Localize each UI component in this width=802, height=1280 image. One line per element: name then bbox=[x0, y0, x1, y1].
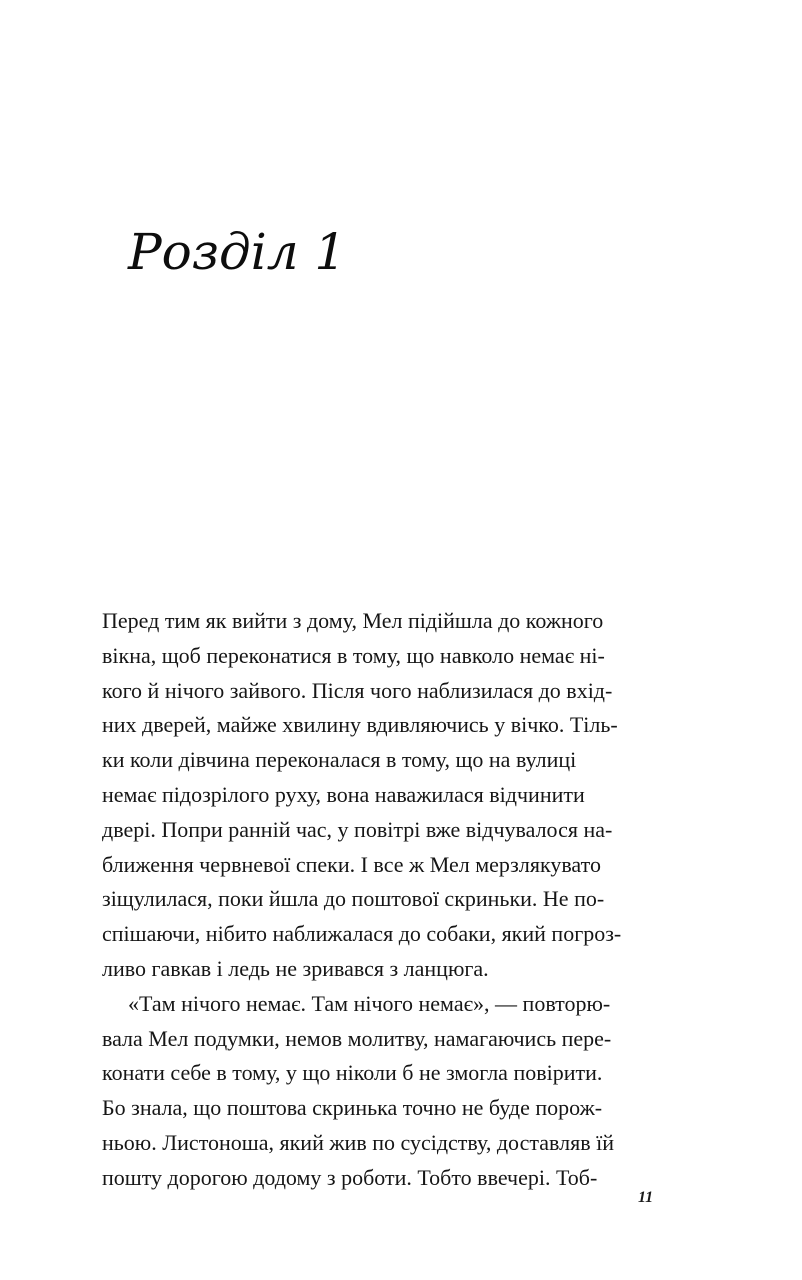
text-line: немає підозрілого руху, вона наважилася відчинити bbox=[102, 781, 585, 807]
text-line: ливо гавкав і ледь не зривався з ланцюга. bbox=[102, 955, 489, 981]
text-line: вала Мел подумки, немов молитву, намагаючись пере- bbox=[102, 1025, 612, 1051]
text-line: них дверей, майже хвилину вдивляючись у вічко. Тіль- bbox=[102, 712, 618, 738]
text-line: ки коли дівчина переконалася в тому, що на вулиці bbox=[102, 747, 577, 773]
body-text bbox=[102, 604, 702, 1196]
text-line: «Там нічого немає. Там нічого немає», — повторю- bbox=[128, 990, 611, 1016]
text-line: пошту дорогою додому з роботи. Тобто ввечері. Тоб- bbox=[102, 1164, 598, 1190]
page-number: 11 bbox=[638, 1189, 654, 1206]
text-line: конати себе в тому, у що ніколи б не змогла повірити. bbox=[102, 1060, 603, 1086]
text-line: вікна, щоб переконатися в тому, що навколо немає ні- bbox=[102, 642, 605, 668]
text-line: двері. Попри ранній час, у повітрі вже відчувалося на- bbox=[102, 816, 613, 842]
text-line: спішаючи, нібито наближалася до собаки, який погроз- bbox=[102, 921, 622, 947]
text-line: ньою. Листоноша, який жив по сусідству, доставляв їй bbox=[102, 1129, 614, 1155]
text-line: зіщулилася, поки йшла до поштової скриньки. Не по- bbox=[102, 886, 605, 912]
text-line: кого й нічого зайвого. Після чого наблизилася до вхід- bbox=[102, 677, 613, 703]
text-line: Перед тим як вийти з дому, Мел підійшла до кожного bbox=[102, 608, 604, 633]
chapter-title: Розділ 1 bbox=[128, 223, 347, 281]
text-line: Бо знала, що поштова скринька точно не буде порож- bbox=[102, 1095, 603, 1121]
text-line: ближення червневої спеки. І все ж Мел мерзлякувато bbox=[102, 851, 601, 877]
